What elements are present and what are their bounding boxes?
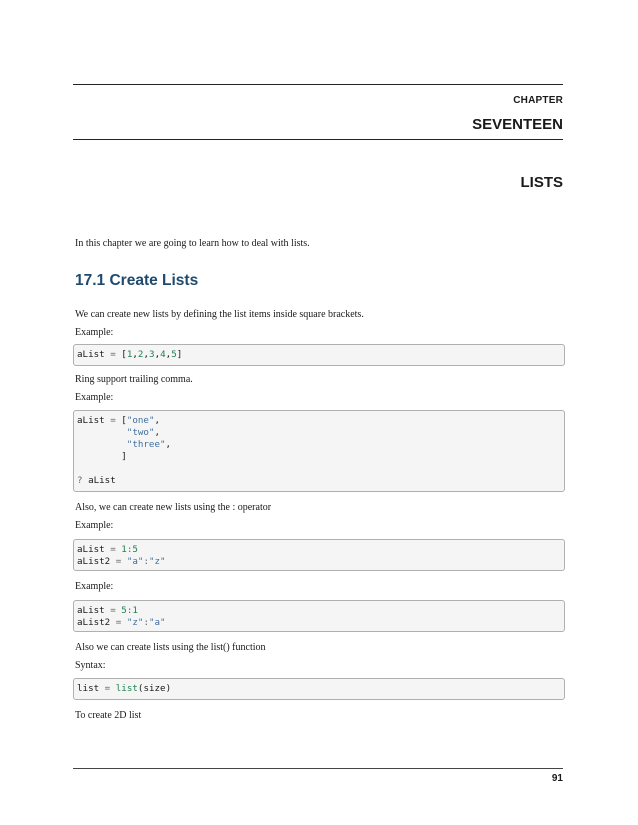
code-token: list (115, 683, 138, 694)
code-line (77, 475, 564, 487)
code-line (77, 439, 564, 451)
chapter-number-word: SEVENTEEN (472, 116, 563, 133)
example-label: Example: (75, 581, 114, 592)
code-line (77, 415, 564, 427)
code-token: : (126, 605, 133, 616)
code-line (77, 544, 564, 556)
code-token: = (110, 349, 116, 360)
code-line (77, 349, 564, 361)
code-token: 4 (160, 349, 166, 360)
code-block (73, 410, 565, 492)
code-token: aList (82, 475, 116, 486)
syntax-label: Syntax: (75, 660, 106, 671)
code-token: aList2 (77, 617, 116, 628)
code-token: 3 (149, 349, 155, 360)
code-token: "z" (148, 556, 166, 567)
chapter-label: CHAPTER (513, 95, 563, 106)
code-token: = (115, 617, 122, 628)
section-heading: 17.1 Create Lists (75, 272, 199, 289)
code-token: aList (77, 605, 111, 616)
code-token: 5 (121, 605, 127, 616)
code-token: : (126, 544, 133, 555)
footer-rule (73, 768, 563, 769)
code-token: "a" (126, 556, 144, 567)
code-line (77, 683, 564, 695)
code-token: "one" (126, 415, 155, 426)
code-token: , (165, 349, 172, 360)
code-token: "a" (148, 617, 166, 628)
code-token: , (154, 427, 161, 438)
code-token: = (110, 544, 116, 555)
code-token: ? (77, 475, 83, 486)
code-token: aList (77, 415, 111, 426)
code-line (77, 451, 564, 463)
code-token (77, 439, 127, 450)
code-block (73, 678, 565, 700)
example-label: Example: (75, 392, 114, 403)
code-token: = (115, 556, 122, 567)
code-token: : (143, 617, 149, 628)
code-token: "two" (126, 427, 155, 438)
code-token: 1 (132, 605, 138, 616)
chapter-bottom-rule (73, 139, 563, 140)
chapter-title: LISTS (520, 174, 563, 191)
code-token: (size) (137, 683, 172, 694)
code-token: 2 (137, 349, 144, 360)
code-token: = (110, 415, 116, 426)
code-token: , (154, 415, 161, 426)
code-token: aList (77, 349, 111, 360)
code-token: "three" (126, 439, 166, 450)
code-token: , (154, 349, 161, 360)
code-line (77, 556, 564, 568)
code-token: , (165, 439, 172, 450)
page-number: 91 (551, 773, 563, 784)
example-label: Example: (75, 520, 114, 531)
paragraph-brackets: We can create new lists by defining the list items inside square brackets. (75, 309, 364, 320)
code-token: , (143, 349, 150, 360)
code-token: "z" (126, 617, 144, 628)
code-token: 5 (171, 349, 177, 360)
code-token: 1 (126, 349, 133, 360)
code-token: list (77, 683, 105, 694)
code-token: : (143, 556, 149, 567)
paragraph-trailing-comma: Ring support trailing comma. (75, 374, 193, 385)
code-line (77, 617, 564, 629)
paragraph-2d-list: To create 2D list (75, 710, 142, 721)
paragraph-list-function: Also we can create lists using the list() function (75, 642, 266, 653)
example-label: Example: (75, 327, 114, 338)
code-token: = (110, 605, 116, 616)
code-token: [ (115, 349, 127, 360)
code-token: 1 (121, 544, 127, 555)
code-token (77, 427, 127, 438)
code-token: , (132, 349, 138, 360)
code-token: ] (176, 349, 183, 360)
code-token: = (104, 683, 111, 694)
code-token: ] (77, 451, 127, 462)
code-line (77, 463, 564, 475)
code-token: aList2 (77, 556, 116, 567)
intro-paragraph: In this chapter we are going to learn how to deal with lists. (75, 238, 310, 249)
code-block (73, 344, 565, 366)
code-token: 5 (132, 544, 138, 555)
code-block (73, 600, 565, 632)
paragraph-operator: Also, we can create new lists using the : operator (75, 502, 272, 513)
code-line (77, 605, 564, 617)
code-block (73, 539, 565, 571)
code-line (77, 427, 564, 439)
code-token: [ (115, 415, 127, 426)
chapter-top-rule (73, 84, 563, 85)
code-token: aList (77, 544, 111, 555)
